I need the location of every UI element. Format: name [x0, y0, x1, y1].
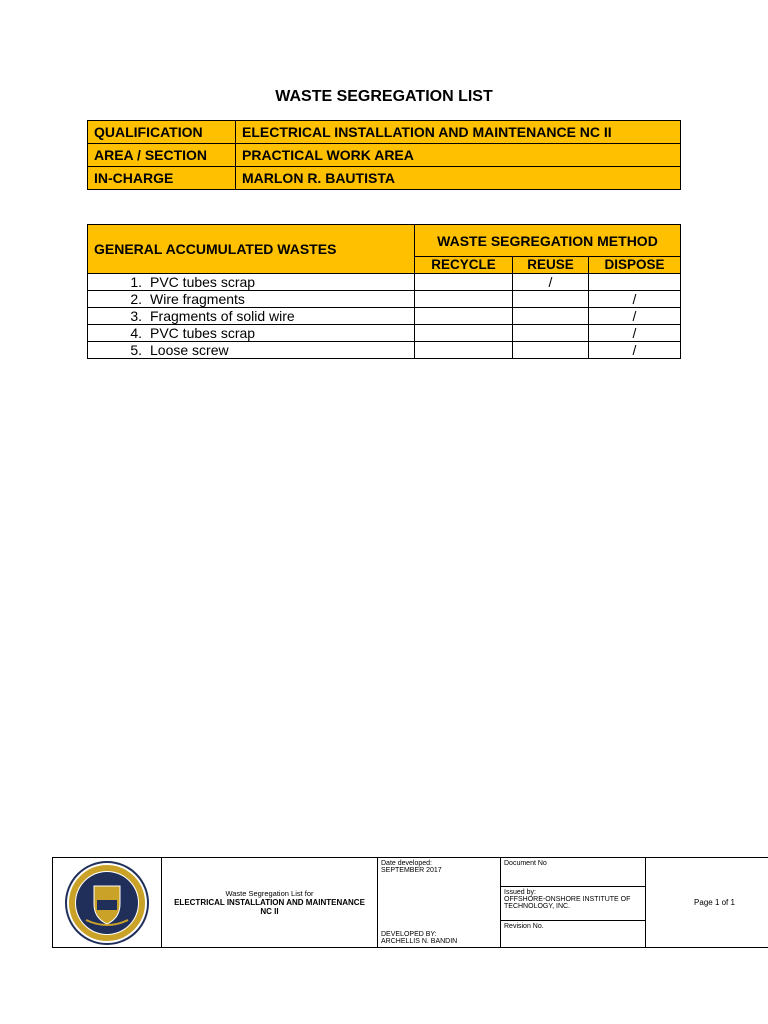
table-row [88, 342, 681, 359]
info-label: AREA / SECTION [88, 144, 236, 167]
developed-label: DEVELOPED BY: [381, 931, 437, 938]
table-row [88, 291, 681, 308]
issued-by-cell [501, 887, 646, 920]
issued-label: Issued by: [504, 889, 536, 897]
item-label: Wire fragments [150, 291, 245, 307]
developed-value: ARCHELLIS N. BANDIN [381, 938, 458, 945]
desc-line2: ELECTRICAL INSTALLATION AND MAINTENANCE [174, 898, 365, 907]
table-row [88, 325, 681, 342]
developed-block [381, 931, 457, 945]
dispose-cell: / [589, 342, 681, 359]
header-segregation-method: WASTE SEGREGATION METHOD [415, 225, 681, 257]
header-recycle: RECYCLE [415, 257, 513, 274]
info-table [87, 120, 681, 190]
item-label: PVC tubes scrap [150, 325, 256, 341]
page-title: WASTE SEGREGATION LIST [275, 88, 493, 105]
dispose-cell: / [589, 308, 681, 325]
date-value: SEPTEMBER 2017 [381, 867, 442, 874]
institute-seal-icon [64, 860, 150, 946]
reuse-cell [513, 325, 589, 342]
waste-item [88, 308, 415, 325]
table-row [88, 274, 681, 291]
recycle-cell [415, 274, 513, 291]
waste-item [88, 342, 415, 359]
item-label: Loose screw [150, 342, 229, 358]
document-no-cell: Document No [501, 858, 646, 887]
info-value: MARLON R. BAUTISTA [236, 167, 681, 190]
page-number: Page 1 of 1 [646, 858, 768, 948]
waste-item [88, 274, 415, 291]
footer-date-cell [378, 858, 501, 948]
item-number: 1. [130, 274, 142, 290]
dispose-cell: / [589, 291, 681, 308]
date-label: Date developed: [381, 860, 432, 867]
recycle-cell [415, 342, 513, 359]
revision-no-cell: Revision No. [501, 920, 646, 947]
document-footer [52, 857, 768, 948]
reuse-cell [513, 291, 589, 308]
recycle-cell [415, 291, 513, 308]
info-label: QUALIFICATION [88, 121, 236, 144]
recycle-cell [415, 325, 513, 342]
info-value: PRACTICAL WORK AREA [236, 144, 681, 167]
item-number: 5. [130, 342, 142, 358]
footer-description [162, 858, 378, 948]
desc-line3: NC II [260, 907, 279, 916]
info-row-qualification [88, 121, 681, 144]
item-label: Fragments of solid wire [150, 308, 295, 324]
reuse-cell [513, 342, 589, 359]
recycle-cell [415, 308, 513, 325]
waste-item [88, 325, 415, 342]
item-number: 4. [130, 325, 142, 341]
seal-year: 2016 [100, 935, 114, 942]
waste-table [87, 224, 681, 359]
item-number: 2. [130, 291, 142, 307]
info-row-area [88, 144, 681, 167]
desc-line1: Waste Segregation List for [225, 889, 314, 898]
table-row [88, 308, 681, 325]
dispose-cell [589, 274, 681, 291]
reuse-cell: / [513, 274, 589, 291]
waste-item [88, 291, 415, 308]
item-number: 3. [130, 308, 142, 324]
info-label: IN-CHARGE [88, 167, 236, 190]
header-general-wastes: GENERAL ACCUMULATED WASTES [88, 225, 415, 274]
issued-value: OFFSHORE-ONSHORE INSTITUTE OF TECHNOLOGY, INC. [504, 896, 631, 911]
institute-seal [53, 858, 162, 948]
dispose-cell: / [589, 325, 681, 342]
reuse-cell [513, 308, 589, 325]
header-reuse: REUSE [513, 257, 589, 274]
info-row-in-charge [88, 167, 681, 190]
info-value: ELECTRICAL INSTALLATION AND MAINTENANCE NC II [236, 121, 681, 144]
item-label: PVC tubes scrap [150, 274, 256, 290]
header-dispose: DISPOSE [589, 257, 681, 274]
